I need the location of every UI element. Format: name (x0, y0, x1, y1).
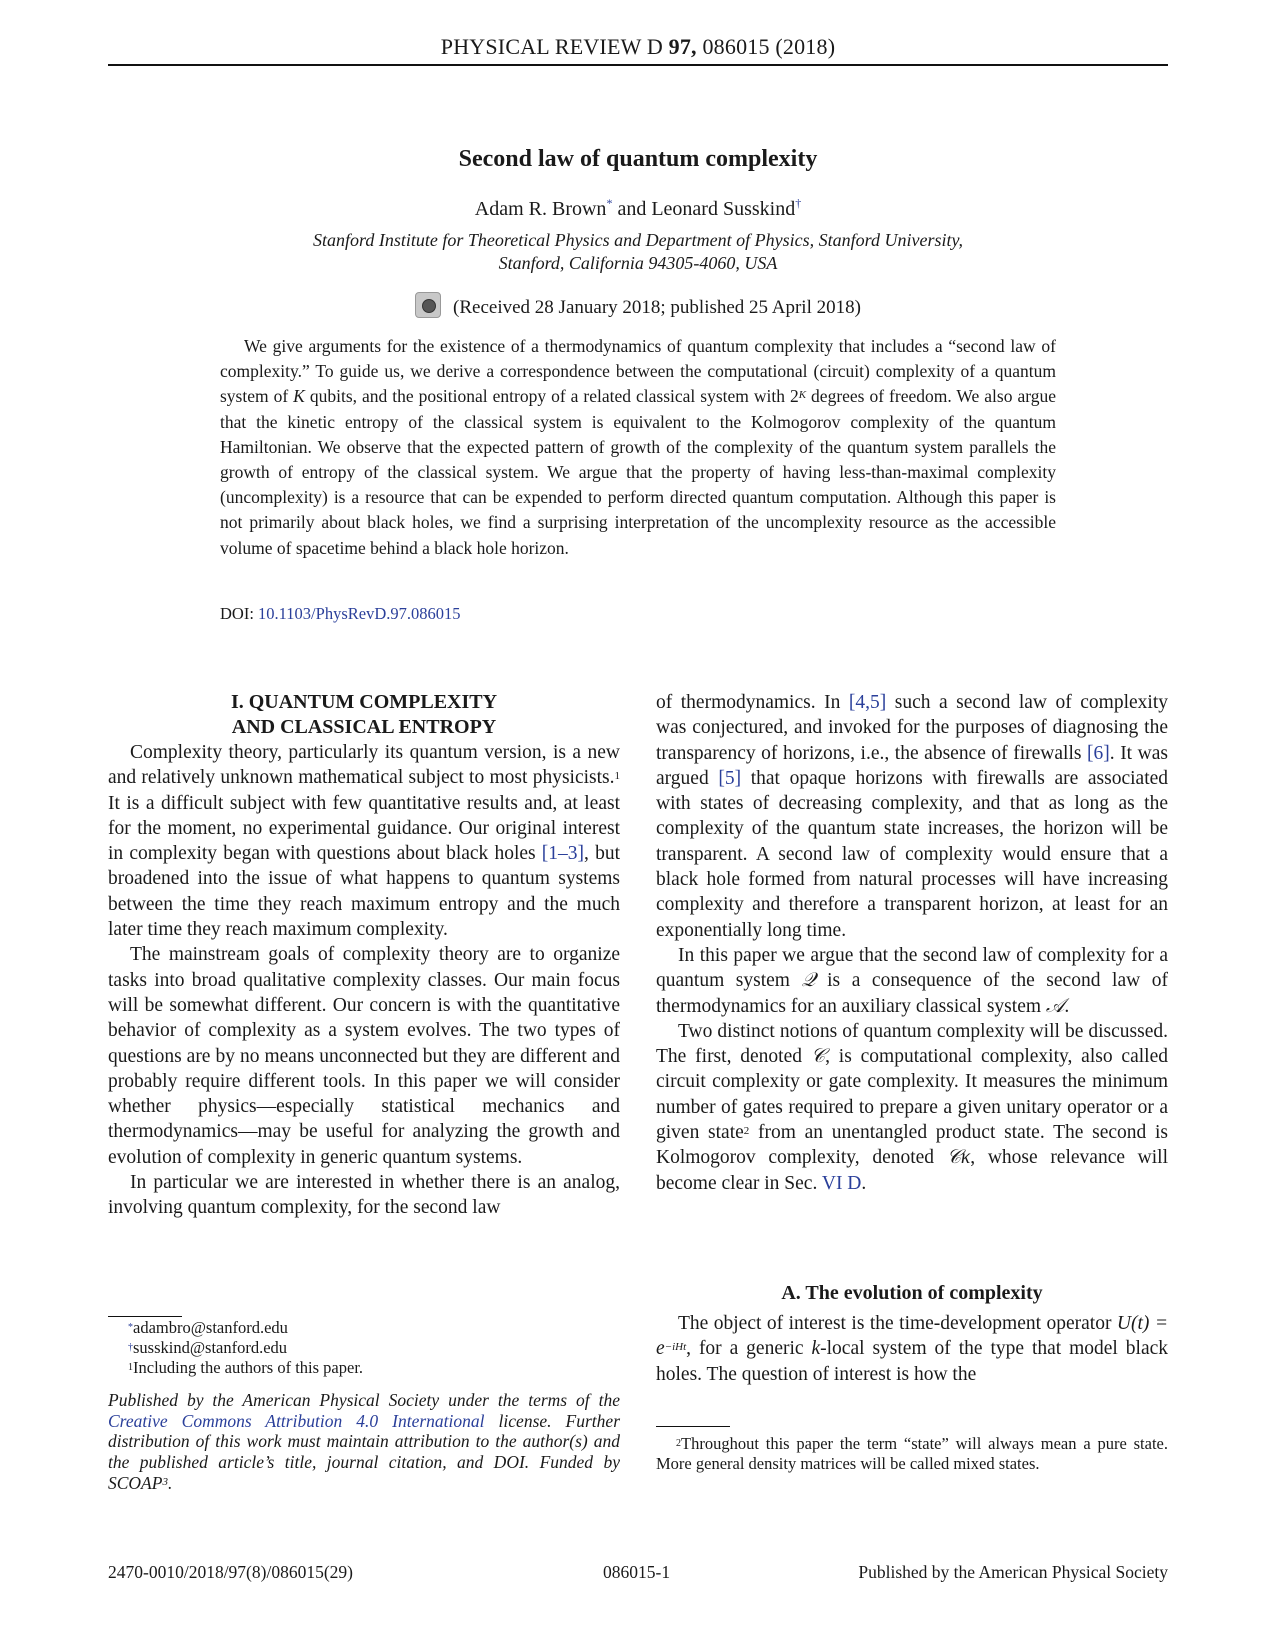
running-header (108, 34, 1168, 60)
text: Two distinct notions of quantum complexity will be discussed. The first, denoted (656, 1020, 1168, 1068)
footnote-text: Including the authors of this paper. (133, 1358, 364, 1377)
doi-label: DOI: (220, 604, 254, 623)
author-susskind: Leonard Susskind (651, 198, 796, 220)
right-column (656, 690, 1168, 1196)
left-column (108, 740, 620, 1221)
text: . (1064, 995, 1070, 1017)
text: , but broadened into the issue of what happens to quantum systems between the time they reach maximum entropy and the much later time they reach maximum complexity. (108, 843, 620, 941)
crossmark-icon[interactable] (415, 292, 441, 318)
journal-volume: 97, (668, 34, 697, 59)
footer-publisher: Published by the American Physical Society (858, 1562, 1168, 1582)
equation-exponent: −iHt (664, 1341, 687, 1354)
symbol-a: 𝒜 (1045, 995, 1065, 1017)
footnote-mark: * (128, 1322, 133, 1333)
text: Complexity theory, particularly its quantum version, is a new and relatively unknown mathematical subject to most physicists. (108, 742, 620, 789)
text: Published by the American Physical Society under the terms of the (108, 1390, 620, 1410)
abstract-text-2: qubits, and the positional entropy of a related classical system with 2 (304, 386, 799, 407)
citation-link-4-5[interactable]: [4,5] (848, 692, 887, 713)
footnote-1 (128, 1358, 618, 1378)
affiliation-line-2: Stanford, California 94305-4060, USA (498, 253, 778, 273)
author-mark-1[interactable]: * (606, 196, 613, 210)
text: -local system of the type that model black holes. The question of interest is how the (656, 1338, 1168, 1385)
email-susskind[interactable]: susskind@stanford.edu (133, 1338, 288, 1357)
footnote-mark: † (128, 1342, 133, 1353)
abstract (220, 334, 1056, 561)
text: . (167, 1472, 173, 1493)
paragraph (108, 740, 620, 942)
text: license. Further distribution of this work must maintain attribution to the author(s) and the published article’s title, journal citation, and DOI. Funded by SCOAP (108, 1410, 621, 1493)
var-k: k (811, 1338, 821, 1360)
footnote-email-1 (128, 1318, 618, 1338)
abstract-text-1: We give arguments for the existence of a thermodynamics of quantum complexity that includes a “second law of complexity.” To guide us, we derive a correspondence between the computational (circuit) complexity of a quantum system of (220, 336, 1056, 407)
text: , for a generic (686, 1338, 812, 1360)
equation-u: U(t) = e (656, 1313, 1168, 1360)
footer-page-number: 086015-1 (603, 1562, 671, 1582)
section-heading-1-line-1: I. QUANTUM COMPLEXITY (230, 691, 498, 713)
paragraph: In particular we are interested in whether there is an analog, involving quantum complexity, for the second law (108, 1172, 620, 1219)
footnote-rule-right (656, 1426, 730, 1427)
footnote-rule-left (108, 1316, 182, 1317)
received-dates (108, 292, 1168, 319)
symbol-q: 𝒬 (801, 970, 816, 992)
paragraph (656, 690, 1168, 943)
right-column-continued (656, 1311, 1168, 1387)
citation-link-6[interactable]: [6] (1087, 742, 1110, 764)
abstract-exponent: K (798, 389, 807, 402)
header-rule (108, 64, 1168, 66)
text: is a consequence of the second law of thermodynamics for an auxiliary classical system (656, 970, 1168, 1017)
text: The object of interest is the time-development operator (678, 1313, 1117, 1334)
footnote-mark: 1 (128, 1362, 133, 1373)
footnote-2 (656, 1434, 1168, 1474)
author-mark-2[interactable]: † (795, 196, 802, 210)
text: that opaque horizons with firewalls are associated with states of decreasing complexity, and that as long as the complexity of the quantum state increases, the horizon will be transparent. A second law of complexity would ensure that a black hole formed from natural processes will have increasing complexity and therefore a transparent horizon, at least for an exponentially long time. (656, 767, 1169, 941)
footnote-text: Throughout this paper the term “state” will always mean a pure state. More general density matrices will be called mixed states. (656, 1434, 1168, 1473)
section-heading-1-line-2: AND CLASSICAL ENTROPY (231, 716, 497, 738)
author-line (108, 198, 1168, 221)
section-link-vi-d[interactable]: VI D (821, 1172, 862, 1194)
text: . (861, 1172, 867, 1194)
footnote-mark: 2 (676, 1438, 681, 1449)
symbol-c: 𝒞 (810, 1046, 826, 1068)
paragraph (656, 1311, 1168, 1387)
paragraph (656, 1019, 1168, 1196)
superscript: 3 (162, 1475, 168, 1488)
author-and: and (612, 198, 652, 220)
text: from an unentangled product state. The second is Kolmogorov complexity, denoted (656, 1122, 1169, 1169)
abstract-var-k: K (293, 386, 305, 407)
footer-issn: 2470-0010/2018/97(8)/086015(29) (108, 1562, 353, 1582)
text: such a second law of complexity was conjectured, and invoked for the purposes of diagnosing the transparency of horizons, i.e., the absence of firewalls (656, 692, 1168, 764)
section-heading-1 (108, 690, 620, 740)
text: In this paper we argue that the second law of complexity for a quantum system (656, 944, 1168, 992)
email-brown[interactable]: adambro@stanford.edu (133, 1318, 288, 1337)
journal-name: PHYSICAL REVIEW D (440, 34, 663, 59)
cc-license-link[interactable]: Creative Commons Attribution 4.0 International (108, 1410, 485, 1431)
footnote-ref-2[interactable]: 2 (743, 1125, 750, 1138)
paper-title: Second law of quantum complexity (458, 146, 818, 172)
paragraph (656, 943, 1168, 1019)
affiliation (108, 229, 1168, 275)
subsection-heading-a: A. The evolution of complexity (781, 1282, 1043, 1304)
abstract-text-3: degrees of freedom. We also argue that the kinetic entropy of the classical system is equivalent to the Kolmogorov complexity of the quantum Hamiltonian. We observe that the expected pattern of growth of the complexity of the quantum system parallels the growth of entropy of the classical system. We argue that the property of having less-than-maximal complexity (uncomplexity) is a resource that can be expended to perform directed quantum computation. Although this paper is not primarily about black holes, we find a surprising interpretation of the uncomplexity resource as the accessible volume of spacetime behind a black hole horizon. (220, 386, 1056, 558)
citation-link-1-3[interactable]: [1–3] (541, 843, 585, 865)
footnote-email-2 (128, 1338, 618, 1358)
footnotes-left (128, 1318, 618, 1378)
citation-link-5[interactable]: [5] (718, 767, 742, 789)
doi-line (220, 604, 461, 624)
doi-link[interactable]: 10.1103/PhysRevD.97.086015 (258, 604, 461, 623)
text: , is computational complexity, also called circuit complexity or gate complexity. It measures the minimum number of gates required to prepare a given unitary operator or a given state (656, 1046, 1168, 1144)
symbol-c-kappa: 𝒞κ (946, 1147, 971, 1169)
text: . It was argued (656, 742, 1168, 789)
text: of thermodynamics. In (656, 692, 849, 713)
footnote-ref-1[interactable]: 1 (614, 770, 620, 783)
received-text: (Received 28 January 2018; published 25 April 2018) (453, 297, 861, 318)
paragraph: The mainstream goals of complexity theory are to organize tasks into broad qualitative complexity classes. Our main focus will be somewhat different. Our concern is with the quantitative behavior of complexity as a system evolves. The two types of questions are by no means unconnected but they are different and probably require different tools. In this paper we will consider whether physics—especially statistical mechanics and thermodynamics—may be useful for analyzing the growth and evolution of complexity in generic quantum systems. (108, 944, 620, 1168)
text: It is a difficult subject with few quantitative results and, at least for the moment, no experimental guidance. Our original interest in complexity began with questions about black holes (108, 792, 620, 865)
author-brown: Adam R. Brown (474, 198, 607, 220)
license-statement (108, 1390, 620, 1494)
text: , whose relevance will become clear in Sec. (656, 1147, 1168, 1194)
affiliation-line-1: Stanford Institute for Theoretical Physics and Department of Physics, Stanford University, (313, 230, 963, 250)
article-number: 086015 (2018) (702, 34, 836, 59)
